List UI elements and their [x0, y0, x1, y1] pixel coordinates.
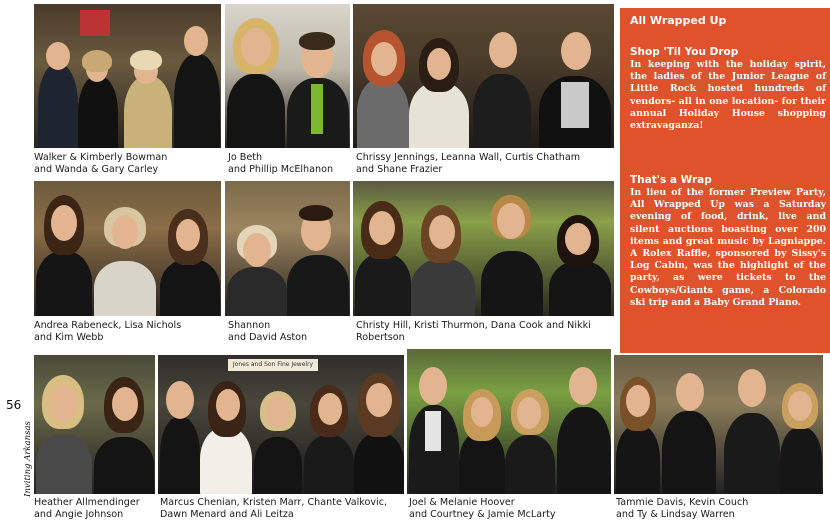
caption-line: and Phillip McElhanon [228, 164, 334, 175]
caption-line: and Ty & Lindsay Warren [616, 509, 735, 520]
caption-mcelhanon [228, 152, 333, 176]
caption-line: Dawn Menard and Ali Leitza [160, 509, 294, 520]
caption-jennings-wall [356, 152, 580, 176]
section2-text: In lieu of the former Preview Party, All Wrapped Up was a Saturday evening of food, drink, live and silent auctions boasting over 200 items and great music by Lagniappe. A Rolex Raffle, sponsored by Sissy's Log Cabin, was the highlight of the party, as were tickets to the Cowboys/Giants game, a Colorado ski trip and a Baby Grand Piano. [630, 187, 826, 308]
caption-line: and David Aston [228, 332, 308, 343]
photo-rabeneck-nichols [34, 181, 221, 316]
caption-chenian-marr [160, 497, 387, 521]
caption-line: Walker & Kimberly Bowman [34, 152, 168, 163]
caption-hill-thurmon [356, 320, 591, 344]
section1-text: In keeping with the holiday spirit, the ladies of the Junior League of Little Rock hosted hundreds of vendors- all in one location- for their annual Holiday House shopping extravaganza! [630, 59, 826, 132]
story-title: All Wrapped Up [630, 14, 727, 27]
caption-aston [228, 320, 307, 344]
caption-line: Shannon [228, 320, 271, 331]
caption-line: and Courtney & Jamie McLarty [409, 509, 556, 520]
caption-line: Andrea Rabeneck, Lisa Nichols [34, 320, 182, 331]
page-number: 56 [6, 398, 22, 412]
caption-line: Joel & Melanie Hoover [409, 497, 515, 508]
caption-line: Heather Allmendinger [34, 497, 140, 508]
caption-line: Chrissy Jennings, Leanna Wall, Curtis Chatham [356, 152, 581, 163]
caption-hoover-mclarty [409, 497, 556, 521]
photo-aston [225, 181, 350, 316]
logo-sign [80, 10, 110, 36]
caption-line: and Shane Frazier [356, 164, 443, 175]
jewelry-sign: Jones and Son Fine Jewelry [228, 359, 318, 371]
caption-line: and Wanda & Gary Carley [34, 164, 159, 175]
photo-davis-couch [614, 355, 823, 494]
caption-davis-couch [616, 497, 748, 521]
caption-line: Robertson [356, 332, 405, 343]
photo-hill-thurmon [353, 181, 614, 316]
caption-line: Jo Beth [228, 152, 263, 163]
caption-line: and Angie Johnson [34, 509, 124, 520]
section2-heading: That's a Wrap [630, 174, 712, 186]
photo-allmendinger-johnson [34, 355, 155, 494]
caption-bowman-carley [34, 152, 167, 176]
caption-line: and Kim Webb [34, 332, 104, 343]
magazine-name: Inviting Arkansas [23, 421, 33, 497]
photo-jennings-wall [353, 4, 614, 148]
section1-heading: Shop 'Til You Drop [630, 46, 739, 58]
caption-line: Christy Hill, Kristi Thurmon, Dana Cook and Nikki [356, 320, 591, 331]
caption-allmendinger-johnson [34, 497, 140, 521]
caption-rabeneck-nichols [34, 320, 181, 344]
photo-hoover-mclarty [407, 349, 611, 494]
caption-line: Tammie Davis, Kevin Couch [616, 497, 749, 508]
story-panel [620, 8, 830, 353]
photo-bowman-carley [34, 4, 221, 148]
caption-line: Marcus Chenian, Kristen Marr, Chante Valkovic, [160, 497, 388, 508]
photo-chenian-marr [158, 355, 404, 494]
photo-mcelhanon [225, 4, 350, 148]
